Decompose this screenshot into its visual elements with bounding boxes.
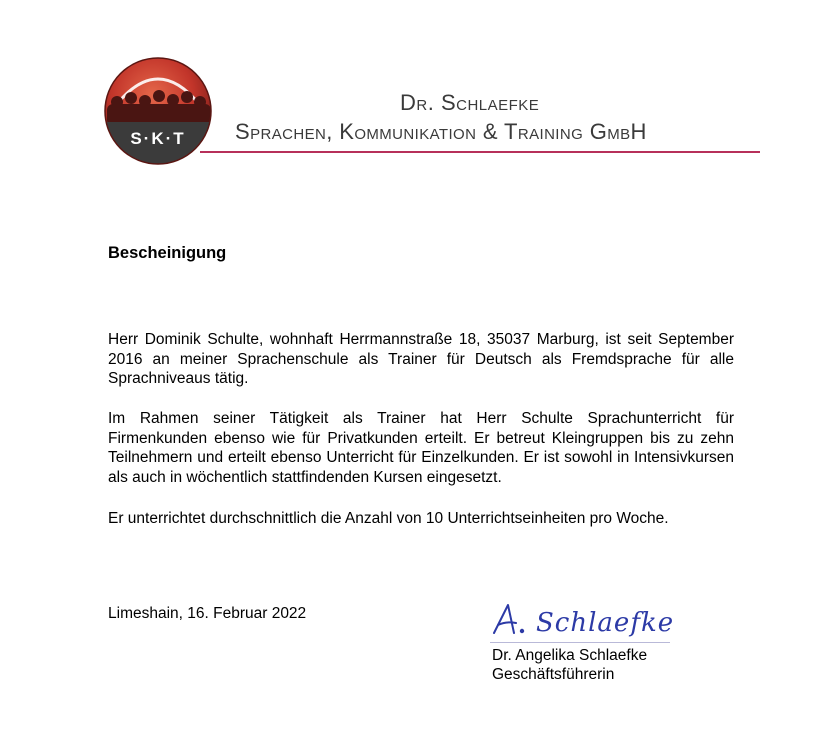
signer-role: Geschäftsführerin (492, 666, 615, 683)
paragraph-hours: Er unterrichtet durchschnittlich die Anzahl von 10 Unterrichtseinheiten pro Woche. (108, 510, 669, 527)
company-header (200, 84, 760, 156)
company-name-line1: Dr. Schlaefke (400, 90, 540, 115)
company-name-line2: Sprachen, Kommunikation & Training GmbH (235, 119, 647, 144)
paragraph-activities: Im Rahmen seiner Tätigkeit als Trainer hat Herr Schulte Sprachunterricht für Firmenkunden ebenso wie für Privatkunden erteilt. Er betreut Kleingruppen bis zu zehn Teilnehmern und erteilt ebenso Unterricht für Einzelkunden. Er ist sowohl in Intensivkursen als auch in wöchentlich stattfindenden Kursen eingesetzt. (108, 410, 734, 486)
svg-text:Schlaefke: Schlaefke (536, 608, 675, 638)
paragraph-employment: Herr Dominik Schulte, wohnhaft Herrmannstraße 18, 35037 Marburg, ist seit September 2016 an meiner Sprachenschule als Trainer für Deutsch als Fremdsprache für alle Sprachniveaus tätig. (108, 331, 734, 387)
handwritten-signature (488, 595, 688, 645)
company-logo (103, 56, 213, 166)
place-date: Limeshain, 16. Februar 2022 (108, 605, 307, 622)
document-title: Bescheinigung (108, 244, 227, 262)
logo-text: S·K·T (130, 129, 186, 148)
signer-name: Dr. Angelika Schlaefke (492, 647, 648, 664)
header-divider (200, 151, 760, 153)
signature-line (490, 642, 670, 643)
